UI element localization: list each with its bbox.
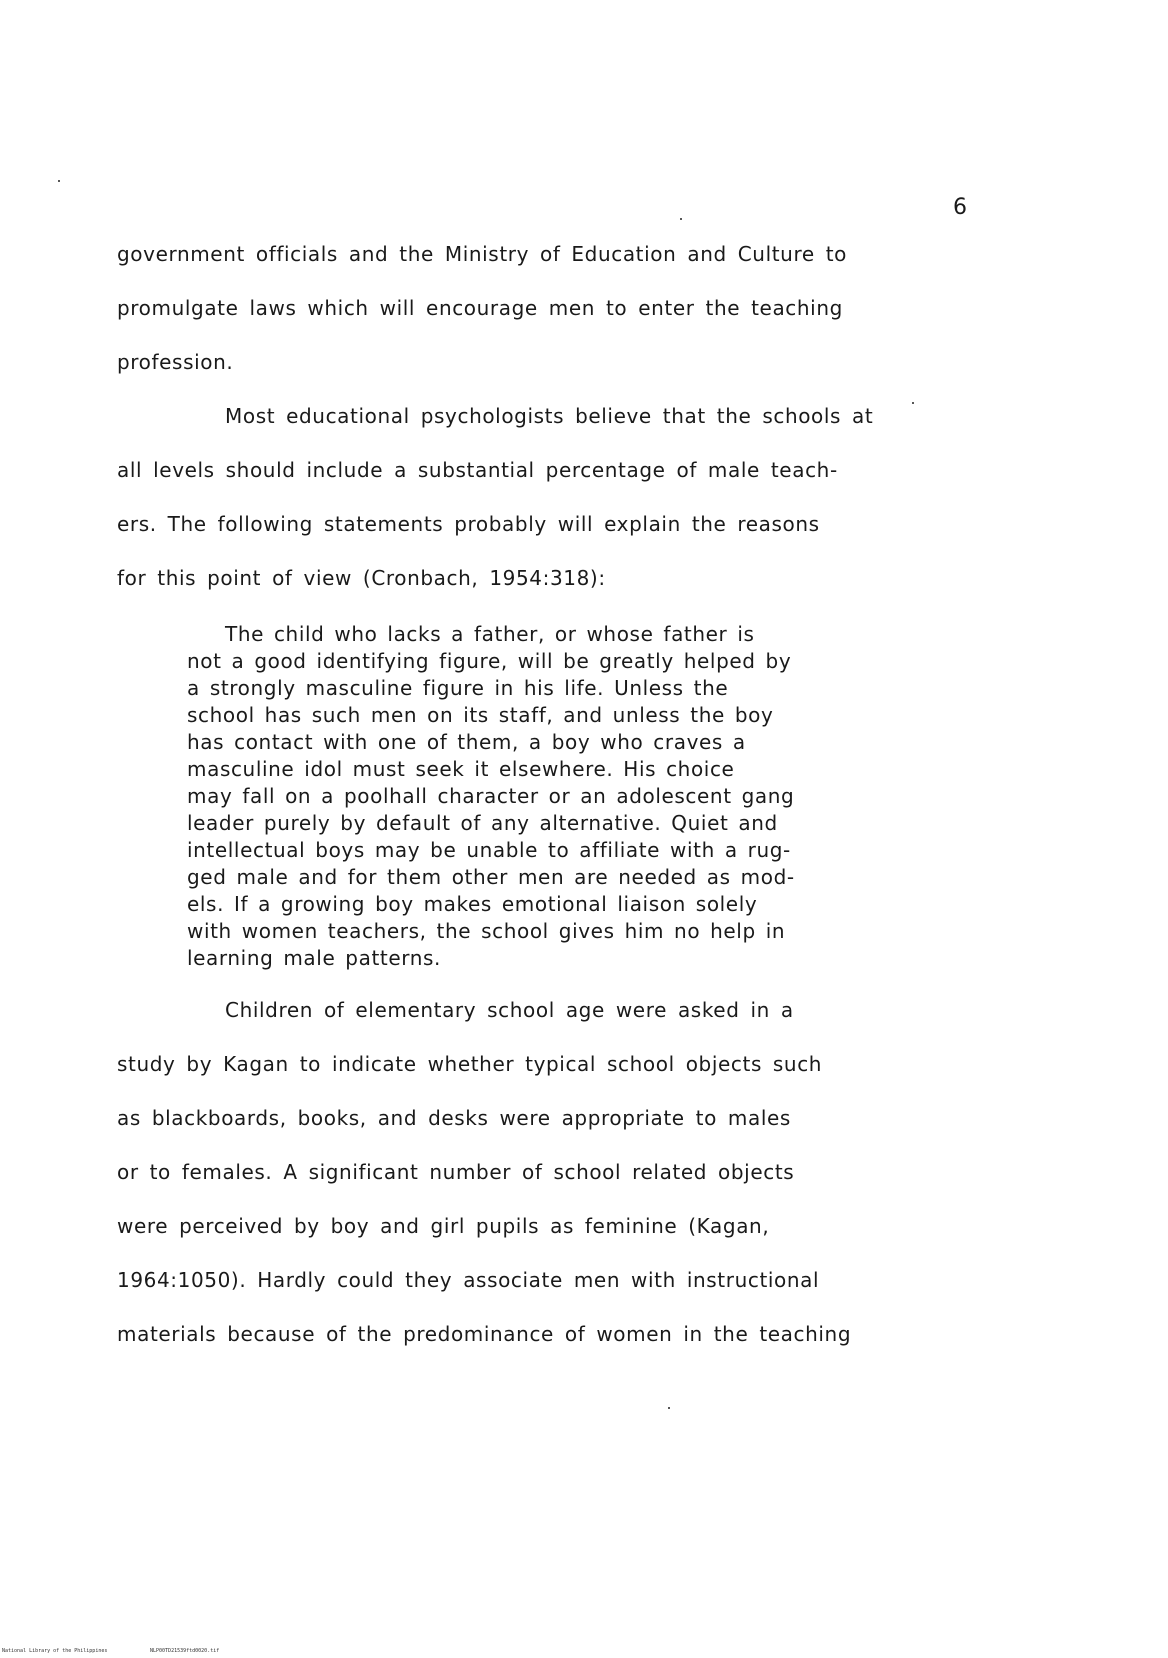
- quote-line: a strongly masculine figure in his life. Unless the: [187, 676, 729, 700]
- text-line: profession.: [117, 350, 234, 374]
- quote-line: learning male patterns.: [187, 946, 441, 970]
- text-line: as blackboards, books, and desks were appropriate to males: [117, 1106, 791, 1130]
- text-line: 1964:1050). Hardly could they associate men with instructional: [117, 1268, 820, 1292]
- quote-line: intellectual boys may be unable to affiliate with a rug-: [187, 838, 791, 862]
- text-line: or to females. A significant number of school related objects: [117, 1160, 795, 1184]
- scan-speck: [912, 402, 914, 404]
- quote-line: not a good identifying figure, will be greatly helped by: [187, 649, 792, 673]
- text-line: were perceived by boy and girl pupils as feminine (Kagan,: [117, 1214, 770, 1238]
- quote-line: with women teachers, the school gives him no help in: [187, 919, 786, 943]
- text-line: promulgate laws which will encourage men to enter the teaching: [117, 296, 843, 320]
- footer-file: NLP00TD21539ftd0020.tif: [150, 1648, 220, 1654]
- footer-library: National Library of the Philippines: [2, 1648, 108, 1654]
- quote-line: school has such men on its staff, and unless the boy: [187, 703, 774, 727]
- text-line: Most educational psychologists believe that the schools at: [225, 404, 874, 428]
- quote-line: ged male and for them other men are needed as mod-: [187, 865, 795, 889]
- text-line: Children of elementary school age were asked in a: [225, 998, 794, 1022]
- scan-speck: [668, 1407, 670, 1409]
- quote-line: The child who lacks a father, or whose father is: [225, 622, 755, 646]
- text-line: all levels should include a substantial percentage of male teach-: [117, 458, 838, 482]
- scan-speck: [680, 218, 682, 220]
- text-line: ers. The following statements probably will explain the reasons: [117, 512, 820, 536]
- text-line: materials because of the predominance of women in the teaching: [117, 1322, 852, 1346]
- quote-line: leader purely by default of any alternative. Quiet and: [187, 811, 778, 835]
- text-line: study by Kagan to indicate whether typical school objects such: [117, 1052, 823, 1076]
- quote-line: masculine idol must seek it elsewhere. His choice: [187, 757, 735, 781]
- quote-line: els. If a growing boy makes emotional liaison solely: [187, 892, 758, 916]
- quote-line: may fall on a poolhall character or an adolescent gang: [187, 784, 795, 808]
- text-line: for this point of view (Cronbach, 1954:318):: [117, 566, 606, 590]
- text-line: government officials and the Ministry of Education and Culture to: [117, 242, 847, 266]
- scan-speck: [58, 180, 60, 182]
- page-number: 6: [953, 195, 967, 220]
- quote-line: has contact with one of them, a boy who craves a: [187, 730, 746, 754]
